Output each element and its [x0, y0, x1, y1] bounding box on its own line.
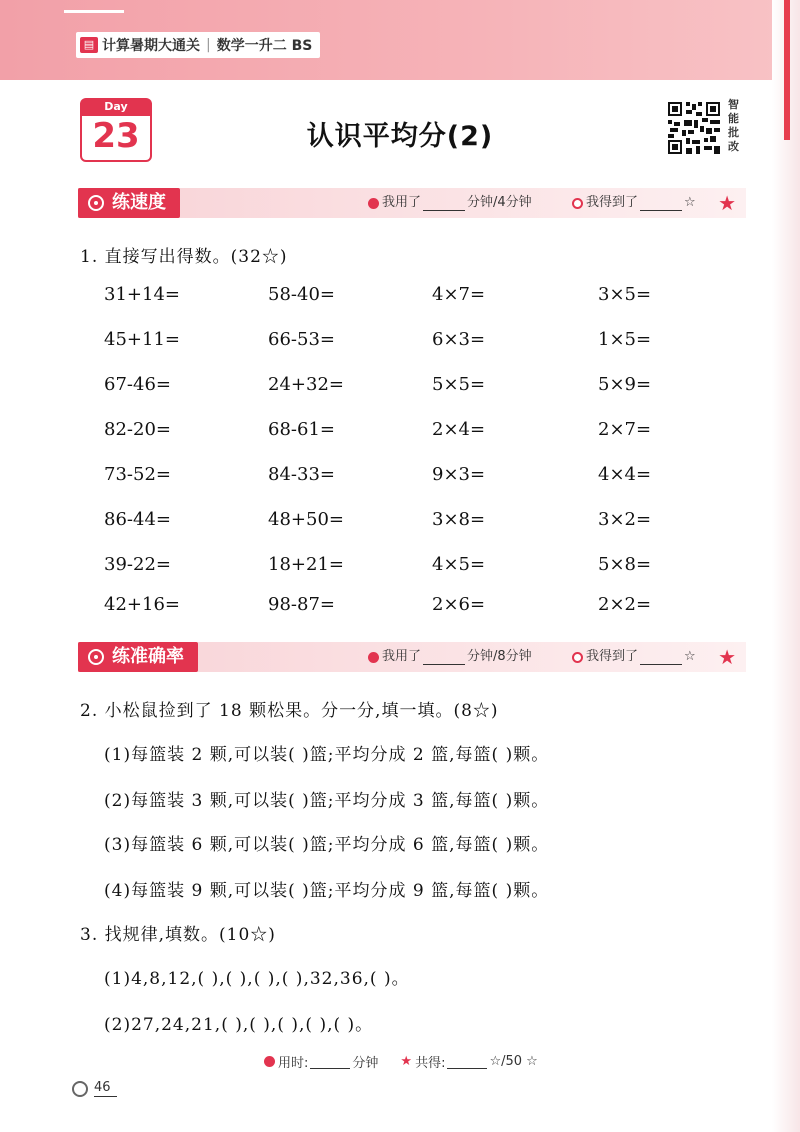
footer-total-prefix: 共得:: [415, 1056, 446, 1071]
time-used-blank[interactable]: [423, 195, 465, 211]
problem: 66-53=: [268, 329, 335, 350]
problem: 48+50=: [268, 509, 344, 530]
question-2-line: (3)每篮装 6 颗,可以装( )篮;平均分成 6 篮,每篮( )颗。: [104, 835, 550, 855]
score-prefix: 我得到了: [586, 195, 639, 210]
page-right-edge: [772, 0, 800, 1132]
grid-row: [104, 374, 704, 398]
stopwatch-icon: [88, 195, 104, 211]
problem: 31+14=: [104, 284, 180, 305]
problem: 6×3=: [432, 329, 486, 350]
page-title: 认识平均分(2): [306, 121, 494, 152]
time-used-prefix: 我用了: [382, 649, 422, 664]
series-tag: [76, 32, 320, 58]
section-speed-label: [78, 188, 180, 218]
score-blank[interactable]: [640, 195, 682, 211]
problem: 3×2=: [598, 509, 652, 530]
problem: 2×7=: [598, 419, 652, 440]
grid-row: [104, 464, 704, 488]
qr-label: 智能批改: [728, 98, 739, 153]
flame-icon: [368, 652, 379, 663]
problem: 73-52=: [104, 464, 171, 485]
score-prefix: 我得到了: [586, 649, 639, 664]
problem: 84-33=: [268, 464, 335, 485]
problem: 5×9=: [598, 374, 652, 395]
problem: 18+21=: [268, 554, 344, 575]
grid-row: [104, 509, 704, 533]
flame-icon: [264, 1056, 275, 1067]
question-3-title: 3. 找规律,填数。(10☆): [80, 925, 276, 945]
problem: 82-20=: [104, 419, 171, 440]
score-suffix: ☆: [684, 649, 696, 664]
problem: 2×2=: [598, 594, 652, 615]
problem: 2×4=: [432, 419, 486, 440]
question-3-line: (2)27,24,21,( ),( ),( ),( ),( )。: [104, 1015, 374, 1035]
section-accuracy-text: 练准确率: [112, 646, 184, 667]
star-icon: ★: [718, 191, 736, 215]
problem: 98-87=: [268, 594, 335, 615]
star-icon: ★: [718, 645, 736, 669]
problem: 5×5=: [432, 374, 486, 395]
qr-code-icon[interactable]: [666, 100, 722, 156]
problem: 3×8=: [432, 509, 486, 530]
star-icon: ★: [400, 1054, 413, 1069]
flame-icon: [368, 198, 379, 209]
grade-label: 数学一升二 BS: [216, 38, 313, 54]
day-label: Day: [80, 98, 152, 116]
problem: 68-61=: [268, 419, 335, 440]
time-used-prefix: 我用了: [382, 195, 422, 210]
question-2-line: (4)每篮装 9 颗,可以装( )篮;平均分成 9 篮,每篮( )颗。: [104, 881, 550, 901]
section-accuracy-label: [78, 642, 198, 672]
problem: 42+16=: [104, 594, 180, 615]
page-number-block: [72, 1080, 117, 1097]
score-blank[interactable]: [640, 649, 682, 665]
top-band: [0, 0, 800, 80]
sun-icon: [72, 1081, 88, 1097]
page-number: 46: [94, 1080, 117, 1097]
book-icon: ▤: [80, 37, 98, 53]
problem: 67-46=: [104, 374, 171, 395]
grid-row: [104, 329, 704, 353]
question-2-title: 2. 小松鼠捡到了 18 颗松果。分一分,填一填。(8☆): [80, 701, 499, 721]
section-speed-bar: [78, 188, 746, 218]
problem: 9×3=: [432, 464, 486, 485]
score-suffix: ☆: [684, 195, 696, 210]
footer-total-suffix: ☆/50 ☆: [489, 1054, 538, 1069]
section-accuracy-score: [572, 642, 696, 672]
problem: 4×7=: [432, 284, 486, 305]
day-number: 23: [92, 116, 140, 156]
section-accuracy-time: [368, 642, 532, 672]
target-icon: [88, 649, 104, 665]
question-2-line: (1)每篮装 2 颗,可以装( )篮;平均分成 2 篮,每篮( )颗。: [104, 745, 550, 765]
problem: 39-22=: [104, 554, 171, 575]
edge-strip: [784, 0, 790, 140]
question-1-title: 1. 直接写出得数。(32☆): [80, 247, 288, 267]
grid-row: [104, 554, 704, 578]
footer-time-blank[interactable]: [310, 1055, 350, 1069]
check-icon: [572, 652, 583, 663]
section-accuracy-bar: [78, 642, 746, 672]
check-icon: [572, 198, 583, 209]
time-used-suffix: 分钟/4分钟: [467, 195, 532, 210]
time-used-suffix: 分钟/8分钟: [467, 649, 532, 664]
grid-row: [104, 284, 704, 308]
footer-summary: [264, 1052, 538, 1071]
problem: 2×6=: [432, 594, 486, 615]
series-separator: |: [206, 37, 211, 53]
problem: 58-40=: [268, 284, 335, 305]
problem: 4×5=: [432, 554, 486, 575]
problem: 5×8=: [598, 554, 652, 575]
problem: 3×5=: [598, 284, 652, 305]
section-speed-time: [368, 188, 532, 218]
problem: 4×4=: [598, 464, 652, 485]
question-3-line: (1)4,8,12,( ),( ),( ),( ),32,36,( )。: [104, 969, 410, 989]
grid-row: [104, 594, 704, 618]
question-2-line: (2)每篮装 3 颗,可以装( )篮;平均分成 3 篮,每篮( )颗。: [104, 791, 550, 811]
footer-time-suffix: 分钟: [352, 1056, 379, 1071]
series-title: 计算暑期大通关: [102, 38, 200, 54]
footer-total-blank[interactable]: [447, 1055, 487, 1069]
footer-time-prefix: 用时:: [278, 1056, 309, 1071]
problem: 24+32=: [268, 374, 344, 395]
top-band-line: [64, 10, 124, 13]
section-speed-score: [572, 188, 696, 218]
section-speed-text: 练速度: [112, 192, 166, 213]
day-badge: [80, 100, 152, 162]
problem: 45+11=: [104, 329, 180, 350]
problem: 1×5=: [598, 329, 652, 350]
time-used-blank[interactable]: [423, 649, 465, 665]
grid-row: [104, 419, 704, 443]
problem: 86-44=: [104, 509, 171, 530]
